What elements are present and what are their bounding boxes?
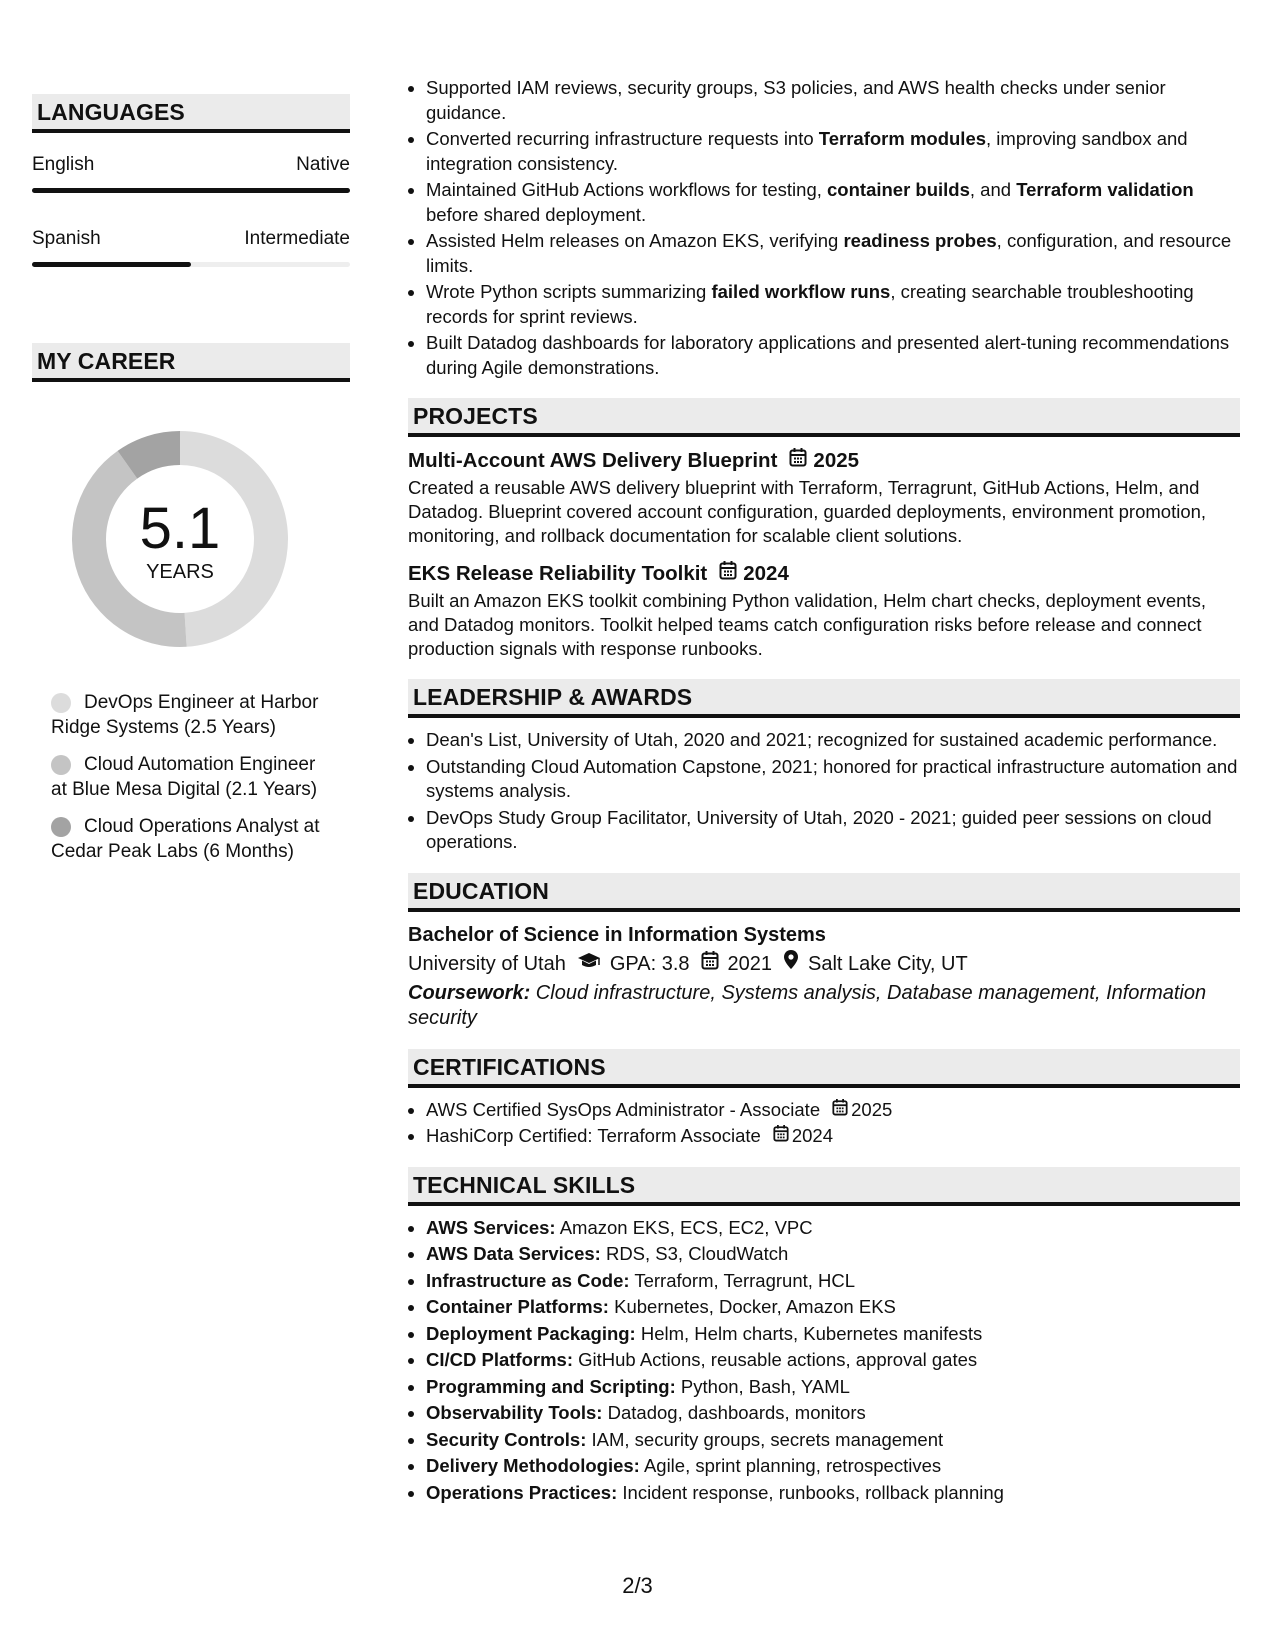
skill-value: GitHub Actions, reusable actions, approval gates xyxy=(573,1349,978,1370)
skill-value: IAM, security groups, secrets management xyxy=(586,1428,944,1450)
skill-label: Delivery Methodologies: xyxy=(426,1455,640,1476)
skill-item xyxy=(426,1348,1240,1373)
language-name: English xyxy=(32,154,95,175)
leadership-item: • Outstanding Cloud Automation Capstone, 2021; honored for practical infrastructure automation and systems analysis. xyxy=(426,755,1240,804)
project-name: EKS Release Reliability Toolkit xyxy=(408,562,708,585)
skill-item xyxy=(426,1295,1240,1320)
career-years-label: YEARS xyxy=(146,561,214,583)
language-level: Intermediate xyxy=(244,228,350,249)
skill-value: RDS, S3, CloudWatch xyxy=(600,1243,789,1264)
certification-item xyxy=(426,1124,1240,1149)
career-legend-item xyxy=(51,690,331,740)
skill-item xyxy=(426,1269,1240,1294)
experience-item: • Built Datadog dashboards for laboratory applications and presented alert-tuning recommendations during Agile demonstrations. xyxy=(426,331,1240,380)
skill-item xyxy=(426,1375,1240,1400)
language-proficiency-bar xyxy=(32,262,350,267)
skill-value: Incident response, runbooks, rollback planning xyxy=(617,1481,1004,1503)
projects-heading: PROJECTS xyxy=(408,398,1240,437)
leadership-item: • Dean's List, University of Utah, 2020 and 2021; recognized for sustained academic performance. xyxy=(426,728,1240,753)
education-heading: EDUCATION xyxy=(408,873,1240,912)
skill-item xyxy=(426,1242,1240,1267)
education-details xyxy=(408,949,1240,979)
skills-heading: TECHNICAL SKILLS xyxy=(408,1167,1240,1206)
coursework-label: Coursework: xyxy=(408,981,531,1004)
skill-value: Helm, Helm charts, Kubernetes manifests xyxy=(635,1322,983,1344)
career-legend-item xyxy=(51,814,331,864)
skill-label: Deployment Packaging: xyxy=(426,1322,636,1344)
certification-item xyxy=(426,1098,1240,1123)
sidebar xyxy=(32,94,350,876)
certifications-section xyxy=(408,1049,1240,1149)
skill-value: Datadog, dashboards, monitors xyxy=(602,1402,866,1423)
experience-item: • Supported IAM reviews, security groups, S3 policies, and AWS health checks under senior guidance. xyxy=(426,76,1240,125)
education-degree: Bachelor of Science in Information Systems xyxy=(408,923,826,946)
project-name: Multi-Account AWS Delivery Blueprint xyxy=(408,449,778,472)
location-pin-icon xyxy=(783,949,799,979)
legend-label: DevOps Engineer at Harbor Ridge Systems (2.5 Years) xyxy=(51,692,319,738)
main-column xyxy=(408,76,1240,1507)
language-proficiency-fill xyxy=(32,262,191,267)
skill-label: Operations Practices: xyxy=(426,1481,618,1503)
skill-label: Container Platforms: xyxy=(426,1296,609,1317)
skill-value: Amazon EKS, ECS, EC2, VPC xyxy=(555,1216,813,1238)
education-year: 2021 xyxy=(727,952,773,975)
project-year: 2024 xyxy=(743,562,789,585)
legend-dot xyxy=(51,693,71,713)
skill-value: Python, Bash, YAML xyxy=(675,1375,850,1397)
calendar-icon xyxy=(719,560,737,587)
experience-item: • Converted recurring infrastructure requests into Terraform modules, improving sandbox and integration consistency. xyxy=(426,127,1240,176)
language-level: Native xyxy=(296,154,350,175)
project-year: 2025 xyxy=(813,449,860,472)
skill-item xyxy=(426,1481,1240,1506)
languages-heading: LANGUAGES xyxy=(32,94,350,133)
skill-value: Agile, sprint planning, retrospectives xyxy=(639,1455,942,1476)
project-item xyxy=(408,560,1240,661)
skill-value: Kubernetes, Docker, Amazon EKS xyxy=(608,1296,896,1317)
skill-item xyxy=(426,1428,1240,1453)
experience-item: • Maintained GitHub Actions workflows for testing, container builds, and Terraform validation before shared deployment. xyxy=(426,178,1240,227)
education-gpa: GPA: 3.8 xyxy=(609,952,690,975)
skills-section xyxy=(408,1167,1240,1506)
legend-dot xyxy=(51,817,71,837)
legend-label: Cloud Automation Engineer at Blue Mesa Digital (2.1 Years) xyxy=(51,754,318,800)
language-english xyxy=(32,153,350,193)
skill-item xyxy=(426,1401,1240,1426)
skill-label: Programming and Scripting: xyxy=(426,1375,676,1397)
skill-item xyxy=(426,1216,1240,1241)
language-spanish xyxy=(32,227,350,267)
projects-section xyxy=(408,398,1240,661)
career-donut-chart xyxy=(65,424,295,654)
skill-label: Security Controls: xyxy=(426,1428,587,1450)
calendar-icon xyxy=(789,447,807,474)
graduation-cap-icon xyxy=(577,949,601,979)
page-number: 2/3 xyxy=(622,1573,653,1598)
skill-label: CI/CD Platforms: xyxy=(426,1349,573,1370)
skill-label: AWS Data Services: xyxy=(426,1243,601,1264)
project-description: Built an Amazon EKS toolkit combining Python validation, Helm chart checks, deployment events, and Datadog monitors. Toolkit helped teams catch configuration risks before release and connect production signals with response runbooks. xyxy=(408,590,1206,659)
certification-year: 2025 xyxy=(851,1098,893,1120)
education-location: Salt Lake City, UT xyxy=(808,952,968,975)
language-proficiency-fill xyxy=(32,188,350,193)
calendar-icon xyxy=(832,1098,848,1123)
project-item xyxy=(408,447,1240,548)
language-name: Spanish xyxy=(32,228,101,249)
calendar-icon xyxy=(701,949,719,979)
leadership-heading: LEADERSHIP & AWARDS xyxy=(408,679,1240,718)
education-coursework xyxy=(408,981,1240,1031)
legend-label: Cloud Operations Analyst at Cedar Peak Labs (6 Months) xyxy=(51,816,320,862)
project-description: Created a reusable AWS delivery blueprint with Terraform, Terragrunt, GitHub Actions, Helm, and Datadog. Blueprint covered account configuration, guarded deployments, environment promotion, monitoring, and rollback documentation for scalable client solutions. xyxy=(408,477,1207,546)
experience-item: • Assisted Helm releases on Amazon EKS, verifying readiness probes, configuration, and resource limits. xyxy=(426,229,1240,278)
certification-name: • HashiCorp Certified: Terraform Associate xyxy=(426,1125,761,1146)
skill-item xyxy=(426,1454,1240,1479)
career-legend xyxy=(51,690,350,864)
certification-name: • AWS Certified SysOps Administrator - Associate xyxy=(426,1098,821,1120)
leadership-item: • DevOps Study Group Facilitator, University of Utah, 2020 - 2021; guided peer sessions on cloud operations. xyxy=(426,806,1240,855)
career-heading: MY CAREER xyxy=(32,343,350,382)
legend-dot xyxy=(51,755,71,775)
experience-bullets xyxy=(408,76,1240,380)
coursework-text: Cloud infrastructure, Systems analysis, Database management, Information security xyxy=(408,981,1207,1029)
language-proficiency-bar xyxy=(32,188,350,193)
leadership-section xyxy=(408,679,1240,855)
skill-label: AWS Services: xyxy=(426,1216,556,1238)
education-school: University of Utah xyxy=(408,952,566,975)
skill-label: Infrastructure as Code: xyxy=(426,1269,630,1291)
certification-year: 2024 xyxy=(791,1125,833,1146)
skills-list xyxy=(408,1216,1240,1506)
experience-item: • Wrote Python scripts summarizing failed workflow runs, creating searchable troubleshooting records for sprint reviews. xyxy=(426,280,1240,329)
skill-item xyxy=(426,1322,1240,1347)
education-section xyxy=(408,873,1240,1031)
career-legend-item xyxy=(51,752,331,802)
skill-value: Terraform, Terragrunt, HCL xyxy=(629,1269,856,1291)
career-total-years: 5.1 xyxy=(139,496,221,561)
skill-label: Observability Tools: xyxy=(426,1402,603,1423)
certifications-heading: CERTIFICATIONS xyxy=(408,1049,1240,1088)
calendar-icon xyxy=(773,1124,789,1149)
